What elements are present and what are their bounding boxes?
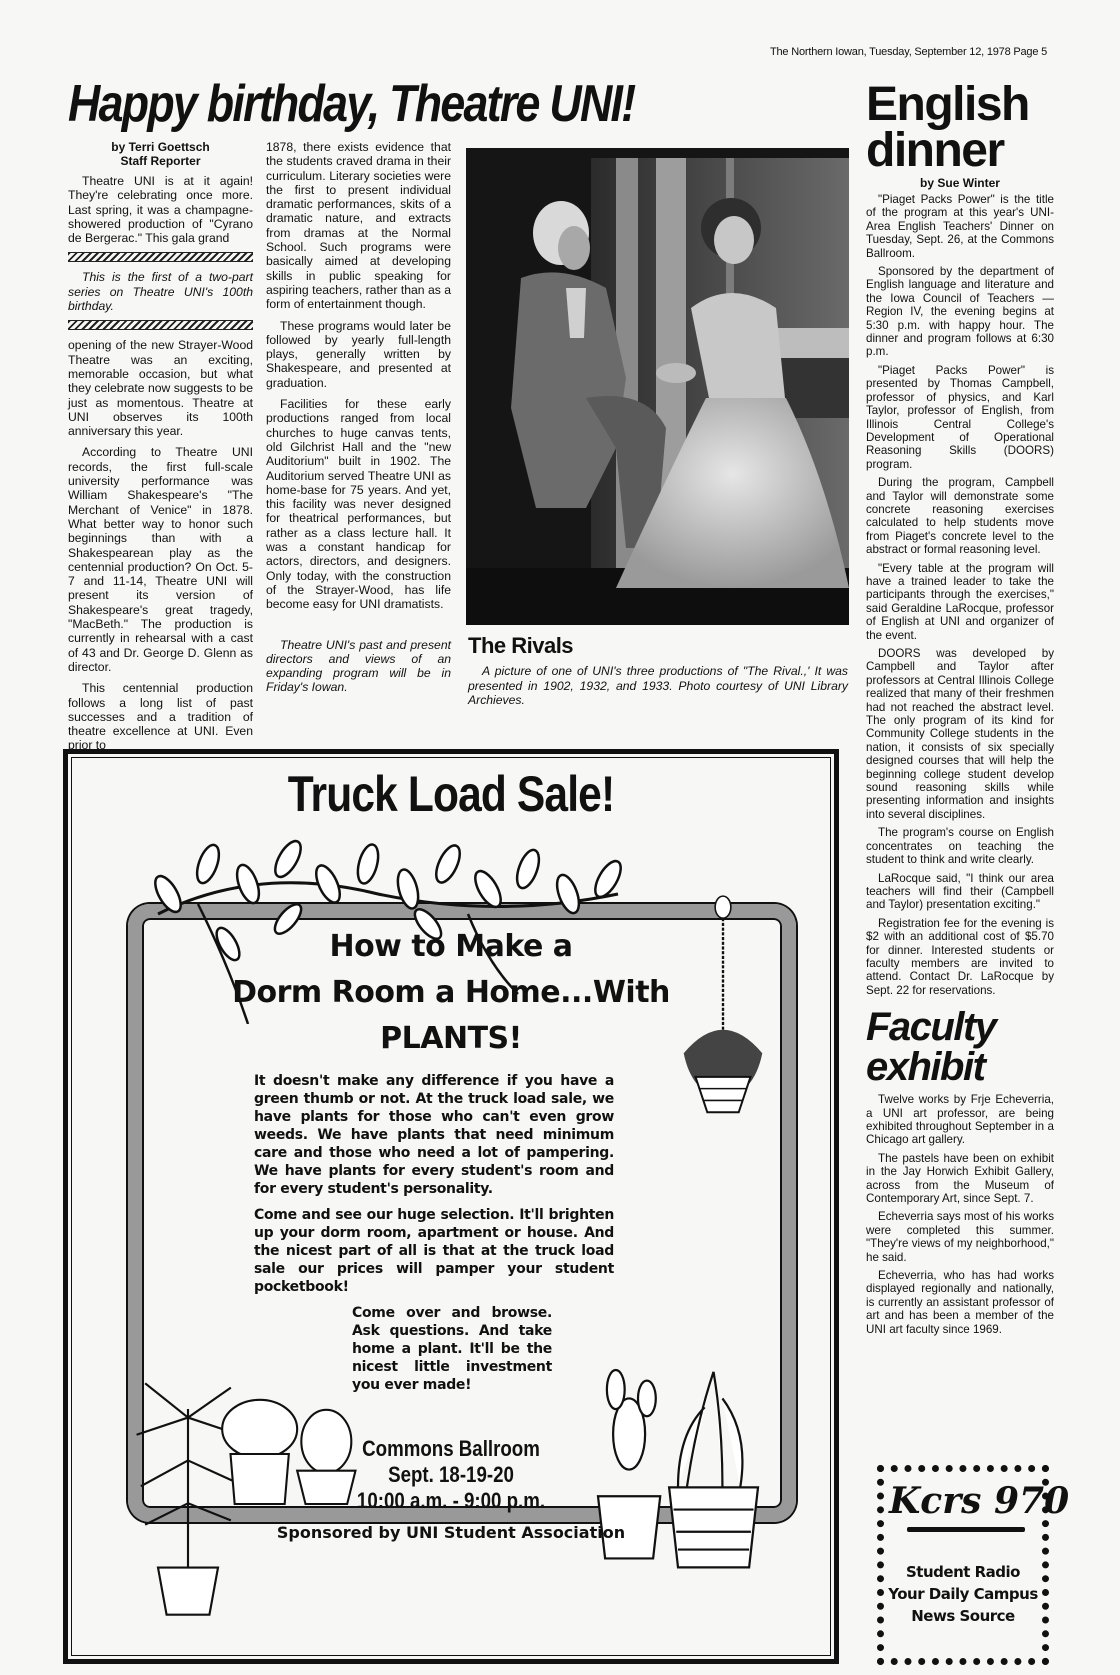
story-paragraph: 1878, there exists evidence that the students craved drama in their curriculum. Literary societies were the first to present individual dramatic performances, skits of a dramatic nature, and extracts from dramas at the Normal School. Such programs were basically aimed at developing skills in public speaking for aspiring teachers, rather than as a form of entertainment though.: [266, 140, 451, 312]
story-paragraph: Echeverria says most of his works were completed this summer. "They're views of my neighborhood," he said.: [866, 1210, 1054, 1264]
tagline-line: News Source: [911, 1607, 1015, 1625]
ad-event-info: [68, 1436, 834, 1544]
byline-name: by Terri Goettsch: [111, 140, 210, 154]
ad-subhead-line-1: How to Make a: [329, 929, 573, 964]
english-dinner-headline: English dinner: [866, 82, 1029, 177]
story-intro: Theatre UNI is at it again! They're celebrating once more. Last spring, it was a champagne-showered production of "Cyrano de Bergerac." This gala grand: [68, 174, 253, 246]
byline-role: Staff Reporter: [120, 154, 201, 168]
braid-divider: [68, 252, 253, 262]
byline: [68, 140, 253, 168]
faculty-exhibit-column: [866, 1093, 1054, 1336]
story-paragraph: opening of the new Strayer-Wood Theatre was an exciting, memorable occasion, but what they celebrate now suggests to be just as momentous. Theatre at UNI observes its 100th anniversary this year.: [68, 338, 253, 439]
kcrs-radio-ad: [877, 1465, 1070, 1665]
ad-subhead-line-2: Dorm Room a Home...With: [232, 975, 670, 1010]
ad-title: Truck Load Sale!: [287, 766, 615, 822]
story-paragraph: Facilities for these early productions ranged from local churches to huge canvas tents, old Gilchrist Hall and the "new Auditorium" built in 1902. The Auditorium served Theatre UNI as home-base for 75 years. And yet, this facility was never designed for theatrical performances, but rather as a class lecture hall. It was a constant handicap for actors, directors, and designers. Only today, with the construction of the Strayer-Wood, has life become easy for UNI dramatists.: [266, 397, 451, 612]
photo-caption: A picture of one of UNI's three productions of "The Rival.,' It was presented in 1902, 1932, and 1933. Photo courtesy of UNI Library Archieves.: [468, 664, 848, 707]
story-paragraph: "Piaget Packs Power" is presented by Thomas Campbell, professor of physics, and Karl Taylor, professor of English, from Illinois Central College's Development of Operational Reasoning Skills (DOORS) program.: [866, 363, 1054, 471]
story-paragraph: Echeverria, who has had works displayed regionally and nationally, is currently an assistant professor of art and has been a member of the UNI art faculty since 1969.: [866, 1269, 1054, 1336]
braid-divider: [68, 320, 253, 330]
ad-sponsor: Sponsored by UNI Student Association: [276, 1523, 626, 1542]
truck-load-sale-ad: [63, 749, 839, 1664]
story-paragraph: The pastels have been on exhibit in the Jay Horwich Exhibit Gallery, across from the Museum of Contemporary Art, since Sept. 7.: [866, 1151, 1054, 1205]
followup-note: Theatre UNI's past and present directors and views of an expanding program will be in Friday's Iowan.: [266, 637, 451, 695]
byline: by Sue Winter: [920, 176, 1000, 190]
logo-underline: [907, 1527, 1025, 1532]
story-paragraph: Twelve works by Frje Echeverria, a UNI art professor, are being exhibited throughout September in a Chicago art gallery.: [866, 1093, 1054, 1147]
kcrs-tagline: [877, 1561, 1049, 1627]
ad-body: [254, 1072, 614, 1402]
story-paragraph: These programs would later be followed by yearly full-length plays, generally written by Shakespeare, and presented at graduation.: [266, 318, 451, 390]
tagline-line: Student Radio: [906, 1563, 1020, 1581]
english-dinner-column: [866, 176, 1054, 997]
page-folio: The Northern Iowan, Tuesday, September 12, 1978 Page 5: [770, 46, 1048, 58]
story-paragraph: According to Theatre UNI records, the first full-scale university performance was William Shakespeare's "The Merchant of Venice" in 1878. What better way to honor such beginnings than with a Shakespearean play as the centennial production? On Oct. 5-7 and 11-14, Theatre UNI will present its version of Shakespeare's great tragedy, "MacBeth." The production is currently in rehearsal with a cast of 43 and Dr. George D. Glenn as director.: [68, 445, 253, 674]
ad-body-paragraph-3: Come over and browse. Ask questions. And take home a plant. It'll be the nicest little investment you ever made!: [352, 1305, 552, 1393]
right-column: [866, 82, 1054, 1460]
ad-hours: 10:00 a.m. - 9:00 p.m.: [356, 1488, 546, 1513]
theatre-column-1: [68, 140, 253, 760]
story-paragraph: The program's course on English concentrates on teaching the student to think and write clearly.: [866, 826, 1054, 867]
ad-subheads: [68, 924, 834, 1062]
theatre-column-2: [266, 140, 451, 702]
ad-body-paragraph-1: It doesn't make any difference if you have a green thumb or not. At the truck load sale, we have plants for those who can't even grow weeds. We have plants that need minimum care and those who need a lot of pampering. We have plants for every student's room and for every student's personality.: [254, 1073, 614, 1197]
ad-subhead-line-3: PLANTS!: [380, 1021, 522, 1056]
story-paragraph: "Piaget Packs Power" is the title of the program at this year's UNI-Area English Teachers' Dinner on Tuesday, Sept. 26, at the Commons Ballroom.: [866, 193, 1054, 260]
story-paragraph: LaRocque said, "I think our area teachers will find their (Campbell and Taylor) presentation exciting.": [866, 871, 1054, 912]
stage-scene-illustration: [466, 148, 849, 625]
tagline-line: Your Daily Campus: [888, 1585, 1038, 1603]
ad-location: Commons Ballroom: [362, 1436, 540, 1461]
story-paragraph: "Every table at the program will have a trained leader to take the participants through the exercises," said Geraldine LaRocque, professor of English at UNI and organizer of the event.: [866, 561, 1054, 642]
theatre-headline: Happy birthday, Theatre UNI!: [68, 75, 635, 133]
faculty-exhibit-headline: Faculty exhibit: [866, 1005, 996, 1090]
kcrs-logo: Kcrs 970: [889, 1480, 1070, 1522]
ad-body-paragraph-2: Come and see our huge selection. It'll brighten up your dorm room, apartment or house. And the nicest part of all is that at the truck load sale our prices will pamper your student pocketbook!: [254, 1207, 614, 1295]
story-paragraph: Sponsored by the department of English language and literature and the Iowa Council of Teachers — Region IV, the evening begins at 5:30 p.m. with happy hour. The dinner and program follows at 6:30 p.m.: [866, 265, 1054, 359]
series-note: This is the first of a two-part series on Theatre UNI's 100th birthday.: [68, 270, 253, 314]
story-paragraph: This centennial production follows a long list of past successes and a tradition of theatre excellence at UNI. Even prior to: [68, 681, 253, 753]
story-paragraph: DOORS was developed by Campbell and Taylor after professors at Central Illinois College realized that many of their freshmen had not reached the abstract level. The only program of its kind for Community College students in the nation, it consists of six specially designed courses that will help the beginning college student develop sound reasoning skills while presenting information and insights into several disciplines.: [866, 647, 1054, 821]
ad-dates: Sept. 18-19-20: [388, 1462, 514, 1487]
story-paragraph: During the program, Campbell and Taylor will demonstrate some concrete reasoning exercises calculated to help students move from Piaget's concrete level to the abstract or formal reasoning level.: [866, 476, 1054, 557]
photo-title: The Rivals: [468, 633, 574, 658]
story-paragraph: Registration fee for the evening is $2 with an additional cost of $5.70 for dinner. Interested students or faculty members are invited to attend. Contact Dr. LaRocque by Sept. 22 for reservations.: [866, 916, 1054, 997]
face: [714, 216, 754, 264]
rivals-photo: [466, 148, 849, 625]
